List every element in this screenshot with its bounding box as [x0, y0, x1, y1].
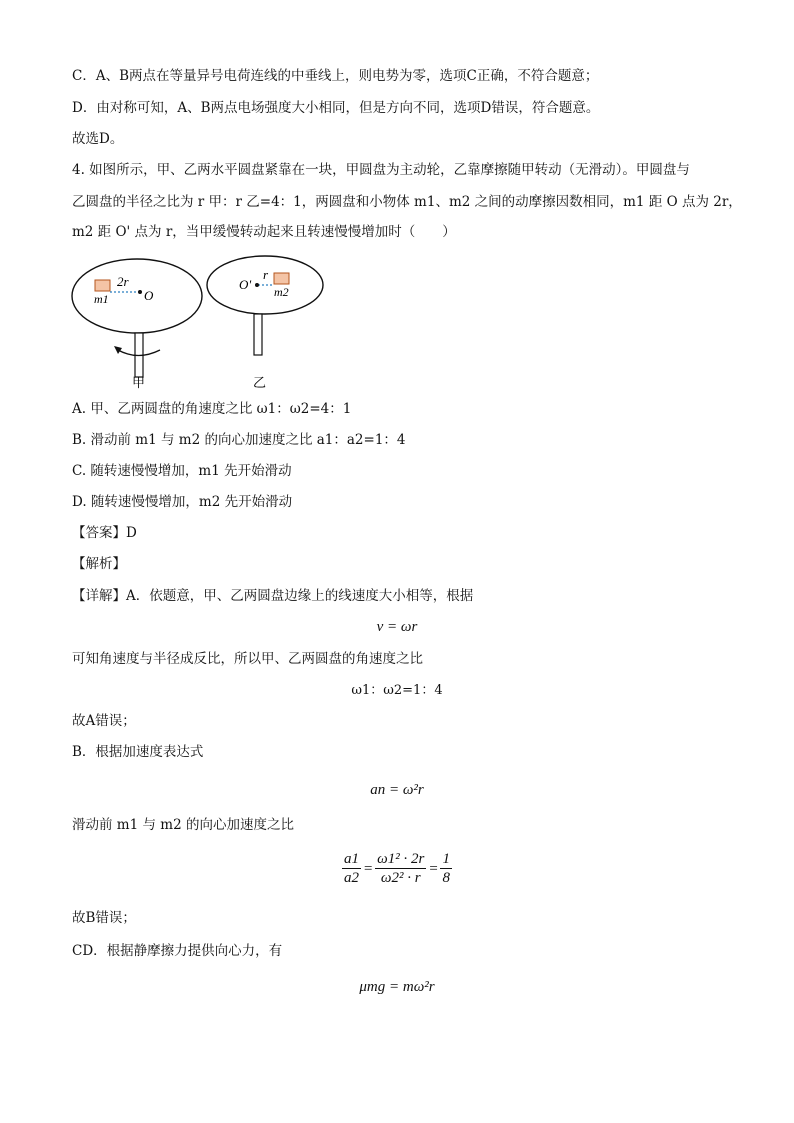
text-b-wrong: 故B错误；	[72, 910, 136, 926]
label-m2: m2	[274, 285, 289, 299]
equation-fraction-ratio	[0, 850, 794, 887]
question-4-line-2: 乙圆盘的半径之比为 r 甲：r 乙=4：1，两圆盘和小物体 m1、m2 之间的动摩擦因数相同，m1 距 O 点为 2r，	[72, 194, 742, 210]
detail-a-line: 【详解】A．依题意，甲、乙两圆盘边缘上的线速度大小相等，根据	[72, 588, 474, 604]
option-a: A. 甲、乙两圆盘的角速度之比 ω1：ω2=4：1	[72, 401, 352, 417]
text-a-wrong: 故A错误；	[72, 713, 136, 729]
numerator-1: 1	[442, 851, 450, 867]
disc-figure	[68, 255, 338, 395]
option-b: B. 滑动前 m1 与 m2 的向心加速度之比 a1：a2=1：4	[72, 432, 406, 448]
equation-an: an = ω²r	[370, 782, 424, 798]
analysis-label: 【解析】	[72, 556, 126, 572]
numerator-a1: a1	[344, 851, 360, 867]
equation-friction: μmg = mω²r	[359, 979, 435, 995]
fraction-one-eighth	[440, 850, 452, 887]
denominator-omega2: ω2² · r	[380, 870, 421, 886]
disc-jia	[72, 259, 202, 333]
text-b-ratio: 滑动前 m1 与 m2 的向心加速度之比	[72, 817, 294, 833]
center-O	[138, 290, 142, 294]
text-b-intro: B．根据加速度表达式	[72, 744, 204, 760]
label-jia: 甲	[132, 375, 146, 390]
label-O: O	[144, 288, 154, 303]
fraction-a1-a2	[342, 850, 361, 887]
block-m2	[274, 273, 289, 284]
disc-yi	[207, 256, 323, 314]
block-m1	[95, 280, 110, 291]
equals-sign: =	[428, 860, 439, 877]
label-m1: m1	[94, 292, 109, 306]
question-4-line-1: 4. 如图所示，甲、乙两水平圆盘紧靠在一块，甲圆盘为主动轮，乙靠摩擦随甲转动（无滑动）。甲圆盘与	[72, 162, 690, 178]
text-line-option-d-previous: D．由对称可知，A、B两点电场强度大小相同，但是方向不同，选项D错误，符合题意。	[72, 100, 600, 116]
text-line-choose-d: 故选D。	[72, 131, 124, 147]
center-O-prime	[255, 283, 259, 287]
rotation-arrowhead-icon	[114, 346, 122, 354]
label-r: r	[263, 267, 269, 282]
denominator-8: 8	[442, 870, 450, 886]
question-4-line-3: m2 距 O' 点为 r，当甲缓慢转动起来且转速慢慢增加时（ ）	[72, 224, 456, 240]
shaft-yi	[254, 314, 262, 355]
equation-v-omega-r: v = ωr	[376, 619, 418, 635]
label-O-prime: O'	[239, 277, 252, 292]
option-d: D. 随转速慢慢增加，m2 先开始滑动	[72, 494, 293, 510]
label-yi: 乙	[253, 375, 267, 390]
label-2r: 2r	[117, 274, 129, 289]
option-c: C. 随转速慢慢增加，m1 先开始滑动	[72, 463, 292, 479]
denominator-a2: a2	[344, 870, 360, 886]
fraction-omega	[375, 850, 426, 887]
numerator-omega1: ω1² · 2r	[377, 851, 425, 867]
equation-omega-ratio: ω1：ω2=1：4	[351, 683, 443, 698]
text-cd-intro: CD．根据静摩擦力提供向心力，有	[72, 943, 283, 959]
text-line-option-c-previous: C．A、B两点在等量异号电荷连线的中垂线上，则电势为零，选项C正确，不符合题意；	[72, 68, 599, 84]
text-inverse-ratio: 可知角速度与半径成反比，所以甲、乙两圆盘的角速度之比	[72, 651, 423, 667]
answer-label: 【答案】D	[72, 525, 137, 541]
equals-sign: =	[363, 860, 374, 877]
